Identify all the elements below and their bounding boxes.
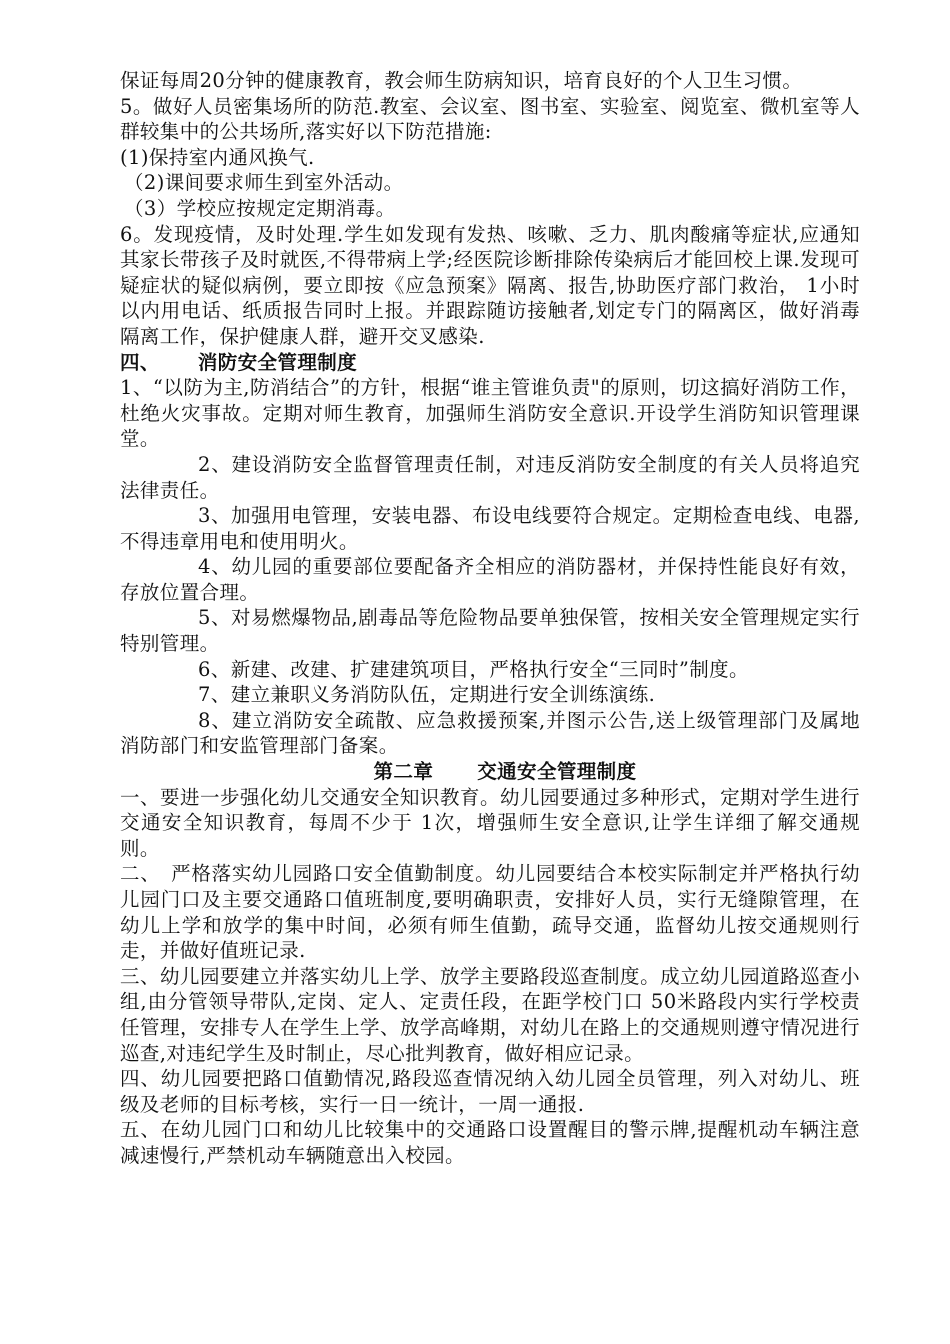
chapter-heading-traffic-safety	[120, 759, 860, 785]
section-heading-fire-safety	[120, 350, 860, 376]
traffic-item-3: 三、幼儿园要建立并落实幼儿上学、放学主要路段巡查制度。成立幼儿园道路巡查小组,由分管领导带队,定岗、定人、定责任段，在距学校门口 50米路段内实行学校责任管理，安排专人在学生上学、放学高峰期，对幼儿在路上的交通规则遵守情况进行巡查,对违纪学生及时制止，尽心批判教育，做好相应记录。	[120, 964, 860, 1065]
traffic-item-1: 一、要进一步强化幼儿交通安全知识教育。幼儿园要通过多种形式，定期对学生进行交通安全知识教育，每周不少于 1次，增强师生安全意识,让学生详细了解交通规则。	[120, 785, 860, 860]
traffic-item-2: 二、 严格落实幼儿园路口安全值勤制度。幼儿园要结合本校实际制定并严格执行幼儿园门口及主要交通路口值班制度,要明确职责，安排好人员，实行无缝隙管理，在幼儿上学和放学的集中时间，必须有师生值勤，疏导交通，监督幼儿按交通规则行走，并做好值班记录.	[120, 862, 860, 963]
chapter-title: 交通安全管理制度	[477, 760, 637, 784]
document-page	[120, 68, 860, 1169]
section-number: 四、	[120, 350, 160, 374]
fire-item-3: 3、加强用电管理，安装电器、布设电线要符合规定。定期检查电线、电器,不得违章用电和使用明火。	[120, 504, 860, 553]
fire-item-5: 5、对易燃爆物品,剧毒品等危险物品要单独保管，按相关安全管理规定实行特别管理。	[120, 606, 860, 656]
section-title: 消防安全管理制度	[197, 350, 358, 374]
paragraph-health-education: 保证每周20分钟的健康教育，教会师生防病知识，培育良好的个人卫生习惯。	[120, 69, 803, 92]
fire-item-8: 8、建立消防安全疏散、应急救援预案,并图示公告,送上级管理部门及属地消防部门和安监管理部门备案。	[120, 708, 860, 758]
paragraph-measure-3: （3）学校应按规定定期消毒。	[124, 196, 396, 220]
paragraph-epidemic-handling: 6。发现疫情，及时处理.学生如发现有发热、咳嗽、乏力、肌肉酸痛等症状,应通知其家长带孩子及时就医,不得带病上学;经医院诊断排除传染病后才能回校上课.发现可疑症状的疑似病例，要立即按《应急预案》隔离、报告,协助医疗部门救治， 1小时以内用电话、纸质报告同时上报。并跟踪随访接触者,划定专门的隔离区，做好消毒隔离工作，保护健康人群，避开交叉感染.	[120, 222, 860, 348]
chapter-number: 第二章	[373, 760, 434, 784]
paragraph-measure-2: （2)课间要求师生到室外活动。	[124, 171, 404, 195]
fire-item-4: 4、幼儿园的重要部位要配备齐全相应的消防器材，并保持性能良好有效，存放位置合理。	[120, 555, 860, 604]
paragraph-crowded-places: 5。做好人员密集场所的防范.教室、会议室、图书室、实验室、阅览室、微机室等人群较集中的公共场所,落实好以下防范措施:	[120, 94, 860, 144]
traffic-item-5: 五、在幼儿园门口和幼儿比较集中的交通路口设置醒目的警示牌,提醒机动车辆注意减速慢行,严禁机动车辆随意出入校园。	[120, 1118, 860, 1167]
traffic-item-4: 四、幼儿园要把路口值勤情况,路段巡查情况纳入幼儿园全员管理，列入对幼儿、班级及老师的目标考核，实行一日一统计，一周一通报.	[120, 1067, 860, 1116]
fire-item-6: 6、新建、改建、扩建建筑项目，严格执行安全“三同时”制度。	[198, 657, 749, 681]
fire-item-1: 1、“以防为主,防消结合”的方针，根据“谁主管谁负责"的原则，切这搞好消防工作，杜绝火灾事故。定期对师生教育，加强师生消防安全意识.开设学生消防知识管理课堂。	[120, 376, 860, 451]
fire-item-7: 7、建立兼职义务消防队伍，定期进行安全训练演练.	[198, 683, 656, 707]
fire-item-2: 2、建设消防安全监督管理责任制，对违反消防安全制度的有关人员将追究法律责任。	[120, 452, 860, 502]
paragraph-measure-1: (1)保持室内通风换气.	[120, 145, 315, 169]
